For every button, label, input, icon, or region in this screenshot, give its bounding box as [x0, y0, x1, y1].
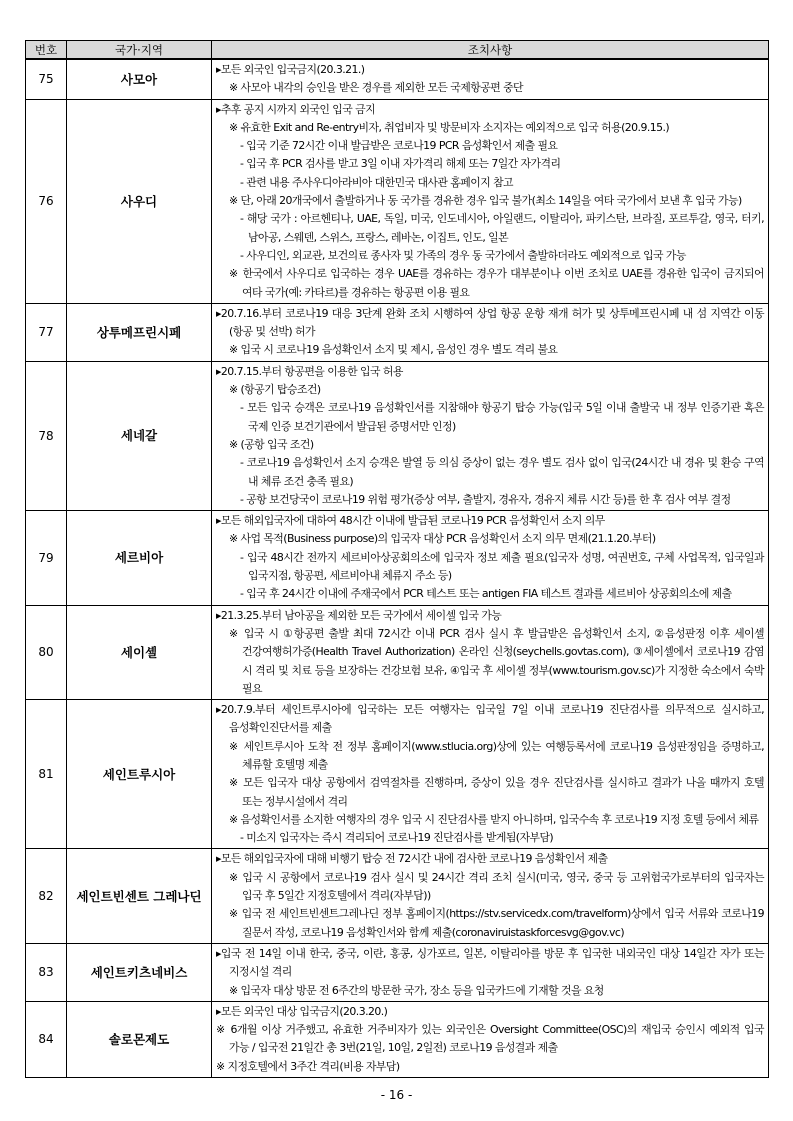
measure-line: - 코로나19 음성확인서 소지 승객은 발열 등 의심 증상이 없는 경우 별도 검사 없이 입국(24시간 내 경유 및 환승 구역 내 체류 조건 충족 필요) [240, 456, 764, 488]
table-row [26, 511, 769, 605]
measure-line: ▸모든 외국인 대상 입국금지(20.3.20.) [216, 1004, 388, 1018]
measures-cell [212, 303, 769, 361]
measure-line: ※ 지정호텔에서 3주간 격리(비용 자부담) [216, 1059, 400, 1073]
measures-cell [212, 511, 769, 605]
measure-line: ▸모든 외국인 입국금지(20.3.21.) [216, 63, 365, 76]
measure-line: ※ 입국자 대상 방문 전 6주간의 방문한 국가, 장소 등을 입국카드에 기재할 것을 요청 [229, 983, 604, 997]
measure-line: ▸20.7.15.부터 항공편을 이용한 입국 허용 [216, 364, 403, 378]
measure-line: ※ 단, 아래 20개국에서 출발하거나 동 국가를 경유한 경우 입국 불가(최소 14일을 여타 국가에서 보낸 후 입국 가능) [229, 194, 742, 208]
measure-line: ▸추후 공지 시까지 외국인 입국 금지 [216, 102, 376, 116]
row-number: 75 [26, 59, 67, 99]
measures-cell [212, 59, 769, 99]
country-name: 세인트빈센트 그레나딘 [67, 849, 212, 943]
measure-line: ※ 음성확인서를 소지한 여행자의 경우 입국 시 진단검사를 받지 아니하며, 입국수속 후 코로나19 지정 호텔 등에서 체류 [229, 812, 759, 826]
country-name: 솔로몬제도 [67, 1001, 212, 1077]
measures-cell [212, 605, 769, 699]
table-row [26, 99, 769, 303]
measure-line: - 공항 보건당국이 코로나19 위험 평가(증상 여부, 출발지, 경유자, 경유지 체류 시간 등)를 한 후 검사 여부 결정 [240, 492, 731, 506]
country-name: 사모아 [67, 59, 212, 99]
measure-line: ▸모든 해외입국자에 대해 비행기 탑승 전 72시간 내에 검사한 코로나19 음성확인서 제출 [216, 852, 608, 866]
row-number: 83 [26, 943, 67, 1001]
page-number: - 16 - [380, 1088, 413, 1102]
measure-line: - 입국 후 PCR 검사를 받고 3일 이내 자가격리 해제 또는 7일간 자가격리 [240, 157, 561, 171]
measure-line: ※ 세인트루시아 도착 전 정부 홈페이지(www.stlucia.org)상에 있는 여행등록서에 코로나19 음성판정임을 증명하고, 체류할 호텔명 제출 [229, 739, 764, 771]
table-row [26, 943, 769, 1001]
table-row [26, 1001, 769, 1077]
row-number: 78 [26, 361, 67, 510]
measure-line: ※ 입국 시 ①항공편 출발 최대 72시간 이내 PCR 검사 실시 후 발급받은 음성확인서 소지, ②음성판정 이후 세이셸 건강여행허가증(Health Travel Authorization) 온라인 신청(seychells.govtas.com), ③세이셸에서 코로나19 감염 시 격리 및 치료 등을 보장하는 건강보험 보유, ④입국 후 세이셸 정부(www.tourism.gov.sc)가 지정한 숙소에서 숙박 필요 [229, 626, 764, 695]
measure-line: ※ 입국 시 코로나19 음성확인서 소지 및 제시, 음성인 경우 별도 격리 불요 [229, 343, 558, 357]
measure-line: ※ 사모아 내각의 승인을 받은 경우를 제외한 모든 국제항공편 중단 [229, 81, 524, 95]
measure-line: - 입국 48시간 전까지 세르비아상공회의소에 입국자 정보 제출 필요(입국자 성명, 여권번호, 구체 사업목적, 입국일과 입국지점, 항공편, 세르비아내 체류지 주소 등) [240, 550, 764, 583]
table-row [26, 361, 769, 510]
measure-line: ※ (항공기 탑승조건) [229, 383, 321, 397]
country-name: 세네갈 [67, 361, 212, 510]
measure-line: - 해당 국가 : 아르헨티나, UAE, 독일, 미국, 인도네시아, 아일랜드, 이탈리아, 파키스탄, 브라질, 포르투갈, 영국, 터키, 남아공, 스웨덴, 스위스, 프랑스, 레바논, 이집트, 인도, 일본 [240, 212, 764, 244]
row-number: 77 [26, 303, 67, 361]
row-number: 82 [26, 849, 67, 943]
measure-line: - 사우디인, 외교관, 보건의료 종사자 및 가족의 경우 동 국가에서 출발하더라도 예외적으로 입국 가능 [240, 248, 686, 262]
measures-cell [212, 99, 769, 303]
row-number: 80 [26, 605, 67, 699]
measure-line: ※ (공항 입국 조건) [229, 437, 314, 451]
measure-line: - 입국 후 24시간 이내에 주재국에서 PCR 테스트 또는 antigen FIA 테스트 결과를 세르비아 상공회의소에 제출 [240, 587, 732, 601]
measure-line: ▸20.7.16.부터 코로나19 대응 3단계 완화 조치 시행하여 상업 항공 운항 재개 허가 및 상투메프린시페 내 섬 지역간 이동(항공 및 선박) 허가 [216, 306, 764, 339]
measure-line: ※ 6개월 이상 거주했고, 유효한 거주비자가 있는 외국인은 Oversight Committee(OSC)의 재입국 승인시 예외적 입국 가능 / 입국전 21일간 총 3번(21일, 10일, 2일전) 코로나19 음성결과 제출 [216, 1023, 764, 1055]
document [25, 40, 768, 1078]
table-row [26, 605, 769, 699]
measures-cell [212, 849, 769, 943]
row-number: 81 [26, 700, 67, 849]
measure-line: ▸21.3.25.부터 남아공을 제외한 모든 국가에서 세이셸 입국 가능 [216, 608, 502, 622]
table-header-row [26, 41, 769, 60]
measure-line: ※ 입국 시 공항에서 코로나19 검사 실시 및 24시간 격리 조치 실시(미국, 영국, 중국 등 고위험국가로부터의 입국자는 입국 후 5일간 지정호텔에서 격리(자부담)) [229, 870, 764, 903]
measures-cell [212, 943, 769, 1001]
measure-line: ※ 입국 전 세인트빈센트그레나딘 정부 홈페이지(https://stv.servicedx.com/travelform)상에서 입국 서류와 코로나19 질문서 작성, 코로나19 음성확인서와 함께 제출(coronaviruistaskforcesvg@gov.vc) [229, 907, 764, 939]
table-row [26, 59, 769, 99]
measures-cell [212, 1001, 769, 1077]
country-name: 세인트키츠네비스 [67, 943, 212, 1001]
country-name: 세이셸 [67, 605, 212, 699]
measure-line: ※ 사업 목적(Business purpose)의 입국자 대상 PCR 음성확인서 소지 의무 면제(21.1.20.부터) [229, 532, 656, 546]
measure-line: ▸입국 전 14일 이내 한국, 중국, 이란, 홍콩, 싱가포르, 일본, 이탈리아를 방문 후 입국한 내외국인 대상 14일간 자가 또는 지정시설 격리 [216, 946, 764, 979]
row-number: 79 [26, 511, 67, 605]
entry-measures-table [25, 40, 769, 1078]
country-name: 세르비아 [67, 511, 212, 605]
header-measures: 조치사항 [212, 41, 769, 60]
row-number: 84 [26, 1001, 67, 1077]
table-row [26, 700, 769, 849]
measures-cell [212, 700, 769, 849]
table-row [26, 849, 769, 943]
table-body [26, 59, 769, 1078]
measure-line: ※ 모든 입국자 대상 공항에서 검역절차를 진행하며, 증상이 있을 경우 진단검사를 실시하고 결과가 나올 때까지 호텔 또는 정부시설에서 격리 [229, 776, 764, 808]
header-number: 번호 [26, 41, 67, 60]
country-name: 상투메프린시페 [67, 303, 212, 361]
table-row [26, 303, 769, 361]
measure-line: ※ 한국에서 사우디로 입국하는 경우 UAE를 경유하는 경우가 대부분이나 이번 조치로 UAE를 경유한 입국이 금지되어 여타 국가(예: 카타르)를 경유하는 항공편 이용 필요 [229, 267, 764, 299]
measure-line: - 입국 기준 72시간 이내 발급받은 코로나19 PCR 음성확인서 제출 필요 [240, 139, 558, 153]
measure-line: ▸모든 해외입국자에 대하여 48시간 이내에 발급된 코로나19 PCR 음성확인서 소지 의무 [216, 514, 605, 528]
country-name: 사우디 [67, 99, 212, 303]
measures-cell [212, 361, 769, 510]
measure-line: ※ 유효한 Exit and Re-entry비자, 취업비자 및 방문비자 소지자는 예외적으로 입국 허용(20.9.15.) [229, 120, 670, 134]
measure-line: - 미소지 입국자는 즉시 격리되어 코로나19 진단검사를 받게됨(자부담) [240, 831, 554, 845]
measure-line: ▸20.7.9.부터 세인트루시아에 입국하는 모든 여행자는 입국일 7일 이내 코로나19 진단검사를 의무적으로 실시하고, 음성확인진단서를 제출 [216, 703, 764, 735]
header-country: 국가·지역 [67, 41, 212, 60]
country-name: 세인트루시아 [67, 700, 212, 849]
measure-line: - 관련 내용 주사우디아라비아 대한민국 대사관 홈페이지 참고 [240, 175, 514, 189]
row-number: 76 [26, 99, 67, 303]
measure-line: - 모든 입국 승객은 코로나19 음성확인서를 지참해야 항공기 탑승 가능(입국 5일 이내 출발국 내 정부 인증기관 혹은 국제 인증 보건기관에서 발급된 증명서만 인정) [240, 401, 764, 433]
